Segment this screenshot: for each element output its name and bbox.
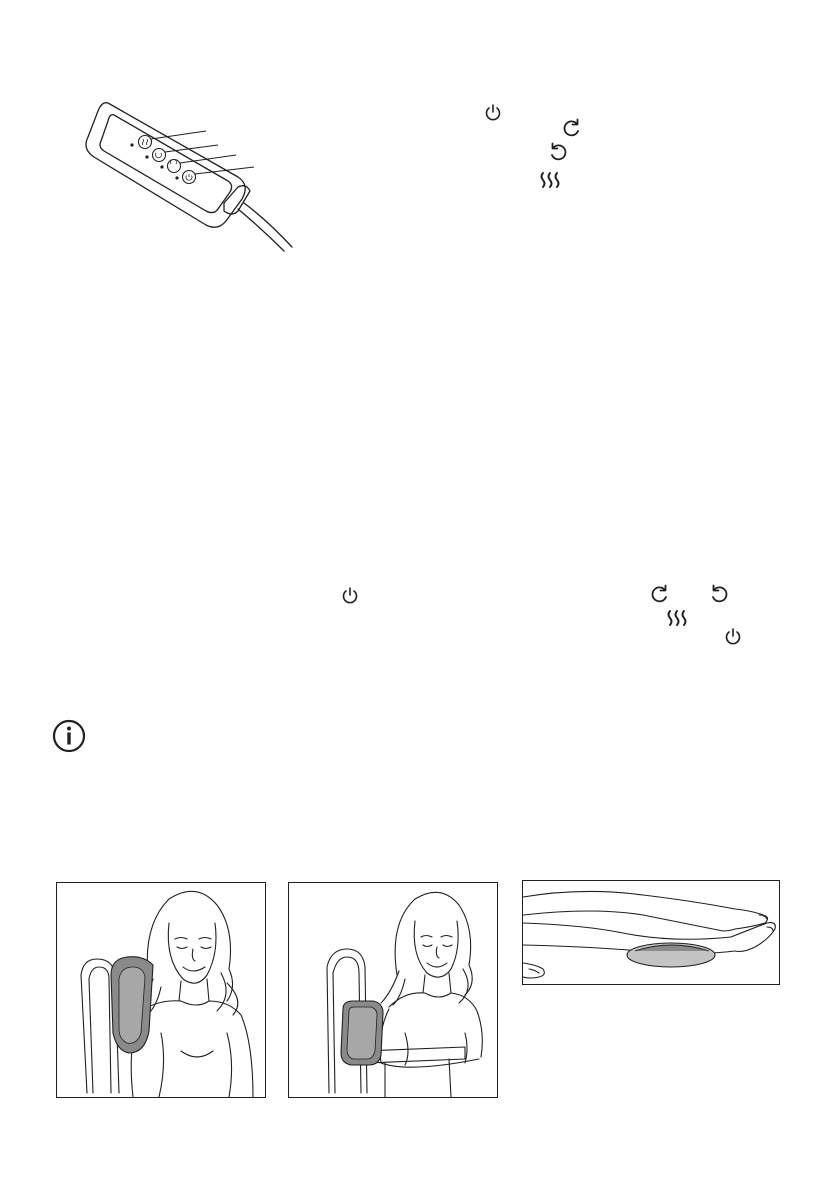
rotate-clockwise-icon xyxy=(648,583,670,605)
heat-icon xyxy=(665,609,689,627)
leg-massage-drawing xyxy=(523,881,779,984)
power-icon xyxy=(723,627,743,647)
rotate-counterclockwise-icon xyxy=(709,583,731,605)
remote-body xyxy=(86,103,245,228)
rotate-counterclockwise-icon xyxy=(548,141,570,163)
neck-massage-drawing xyxy=(57,883,265,1097)
power-icon xyxy=(483,103,503,123)
remote-cable xyxy=(244,203,292,247)
heat-icon xyxy=(538,171,562,189)
illustration-leg-massage xyxy=(522,880,780,985)
remote-heat-button xyxy=(139,136,152,149)
back-massage-drawing xyxy=(289,883,497,1097)
rotate-clockwise-icon xyxy=(560,117,582,139)
remote-face xyxy=(100,115,232,213)
illustration-neck-massage xyxy=(56,882,266,1098)
info-icon xyxy=(51,718,87,754)
remote-rotate-cw-button xyxy=(153,149,166,162)
remote-control-diagram xyxy=(78,95,308,255)
power-icon xyxy=(340,586,360,606)
cable-strain-relief xyxy=(224,186,250,214)
illustration-back-massage xyxy=(288,882,498,1098)
remote-rotate-ccw-button xyxy=(168,160,181,173)
